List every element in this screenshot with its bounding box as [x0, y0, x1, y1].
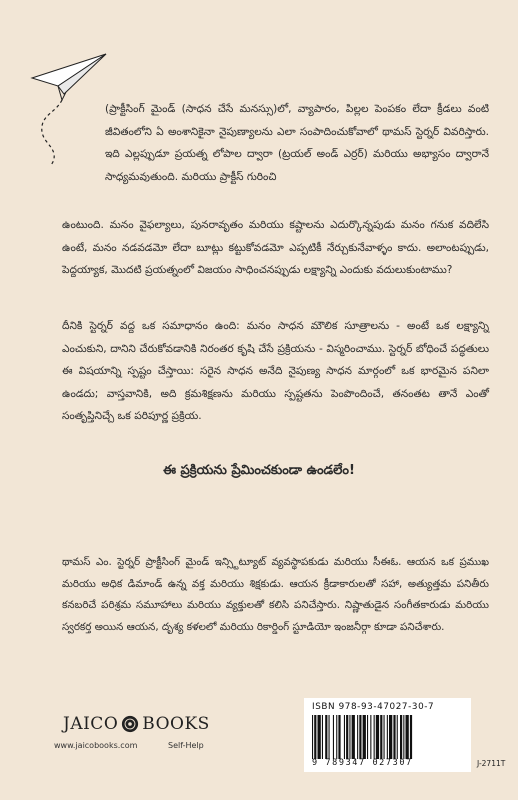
barcode-bar	[367, 715, 368, 759]
barcode-bar	[336, 715, 337, 759]
barcode-bar	[403, 715, 404, 759]
publisher-website: www.jaicobooks.com	[54, 741, 138, 750]
method-paragraph: దీనికి స్టెర్నర్ వద్ద ఒక సమాధానం ఉంది: మనం సాధన మౌలిక సూత్రాలను - అంటే ఒక లక్ష్యాన్ని ఎంచుకుని, దానిని చేరుకోవడానికి నిరంతర కృషి చేసే ప్రక్రియను - విస్మరించాము. స్టెర్నర్ బోధించే పద్ధతులు ఈ విషయాన్ని స్పష్టం చేస్తాయి: సరైన సాధన అనేది నైపుణ్య సాధన మార్గంలో ఒక భారమైన పనిలా ఉండదు; వాస్తవానికి, అది క్రమశిక్షణను మరియు స్పష్టతను పెంపొందించే, తనంతట తానే ఎంతో సంతృప్తినిచ్చే ఒక పరిపూర్ణ ప్రక్రియ.	[62, 320, 489, 423]
genre-label: Self-Help	[168, 741, 204, 750]
barcode-bar	[363, 715, 366, 759]
publisher-name-left: JAICO	[63, 714, 119, 734]
barcode-bar	[376, 715, 379, 759]
barcode-bar	[370, 715, 371, 759]
barcode-bar	[314, 715, 316, 759]
barcode-bar	[349, 715, 350, 759]
barcode-bar	[400, 715, 402, 759]
publisher-logo	[63, 714, 233, 734]
paper-plane-icon	[30, 48, 110, 168]
jaico-emblem-icon	[121, 715, 139, 733]
barcode-bar	[410, 715, 412, 759]
barcode-bar	[325, 715, 327, 759]
barcode-bar	[389, 715, 392, 759]
barcode-bar	[380, 715, 382, 759]
barcode-bars	[310, 715, 460, 759]
catalog-code: J-2711T	[477, 759, 506, 768]
barcode-bar	[357, 715, 358, 759]
author-bio: థామస్ ఎం. స్టెర్నర్ ప్రాక్టీసింగ్ మైండ్ ఇన్స్టిట్యూట్ వ్యవస్థాపకుడు మరియు సీఈఓ. ఆయన ఒక ప్రముఖ మరియు అధిక డిమాండ్ ఉన్న వక్త మరియు శిక్షకుడు. ఆయన క్రీడాకారులతో సహా, అత్యుత్తమ పనితీరు కనబరిచే పరిశ్రమ సమూహాలు మరియు వ్యక్తులతో కలిసి పనిచేస్తారు. నిష్ణాతుడైన సంగీతకారుడు మరియు స్వరకర్త అయిన ఆయన, దృశ్య కళలలో మరియు రికార్డింగ్ స్టూడియో ఇంజనీర్గా కూడా పనిచేశారు.	[62, 556, 489, 633]
barcode-digits: 9 789347 027307	[312, 758, 413, 768]
barcode-bar	[374, 715, 375, 759]
barcode-bar	[352, 715, 355, 759]
barcode-bar	[344, 715, 345, 759]
intro-paragraph: (ప్రాక్టీసింగ్ మైండ్ (సాధన చేసే మనస్సు)లో, వ్యాపారం, పిల్లల పెంపకం లేదా క్రీడలు వంటి జీవితంలోని ఏ అంశానికైనా నైపుణ్యాలను ఎలా సంపాదించుకోవాలో థామస్ స్టెర్నర్ వివరిస్తారు. ఇది ఎల్లప్పుడూ ప్రయత్న లోపాల ద్వారా (ట్రయల్ అండ్ ఎర్రర్) మరియు అభ్యాసం ద్వారానే సాధ్యమవుతుంది. మరియు ప్రాక్టీస్ గురించి	[105, 103, 489, 183]
barcode-bar	[393, 715, 395, 759]
barcode-bar	[346, 715, 348, 759]
barcode-bar	[329, 715, 330, 759]
barcode-bar	[384, 715, 385, 759]
intro-paragraph-continued: ఉంటుంది. మనం వైఫల్యాలు, పునరావృతం మరియు కష్టాలను ఎదుర్కొన్నపుడు మనం గనుక వదిలేసి ఉంటే, మనం నడవడమో లేదా బూట్లు కట్టుకోవడమో ఎప్పటికీ నేర్చుకునేవాళ్ళం కాదు. అలాంటప్పుడు, పెద్దయ్యాక, మొదటి ప్రయత్నంలో విజయం సాధించనప్పుడు లక్ష్యాన్ని ఎందుకు వదులుకుంటాము?	[62, 219, 489, 277]
isbn-barcode	[304, 698, 471, 772]
barcode-bar	[387, 715, 388, 759]
barcode-bar	[318, 715, 321, 759]
barcode-bar	[359, 715, 361, 759]
publisher-name-right: BOOKS	[142, 714, 210, 734]
barcode-bar	[397, 715, 398, 759]
barcode-bar	[338, 715, 340, 759]
barcode-bar	[312, 715, 313, 759]
isbn-label: ISBN 978-93-47027-30-7	[312, 702, 435, 712]
tagline: ఈ ప్రక్రియను ప్రేమించకుండా ఉండలేం!	[163, 463, 355, 478]
barcode-bar	[322, 715, 323, 759]
barcode-bar	[333, 715, 334, 759]
barcode-bar	[406, 715, 409, 759]
